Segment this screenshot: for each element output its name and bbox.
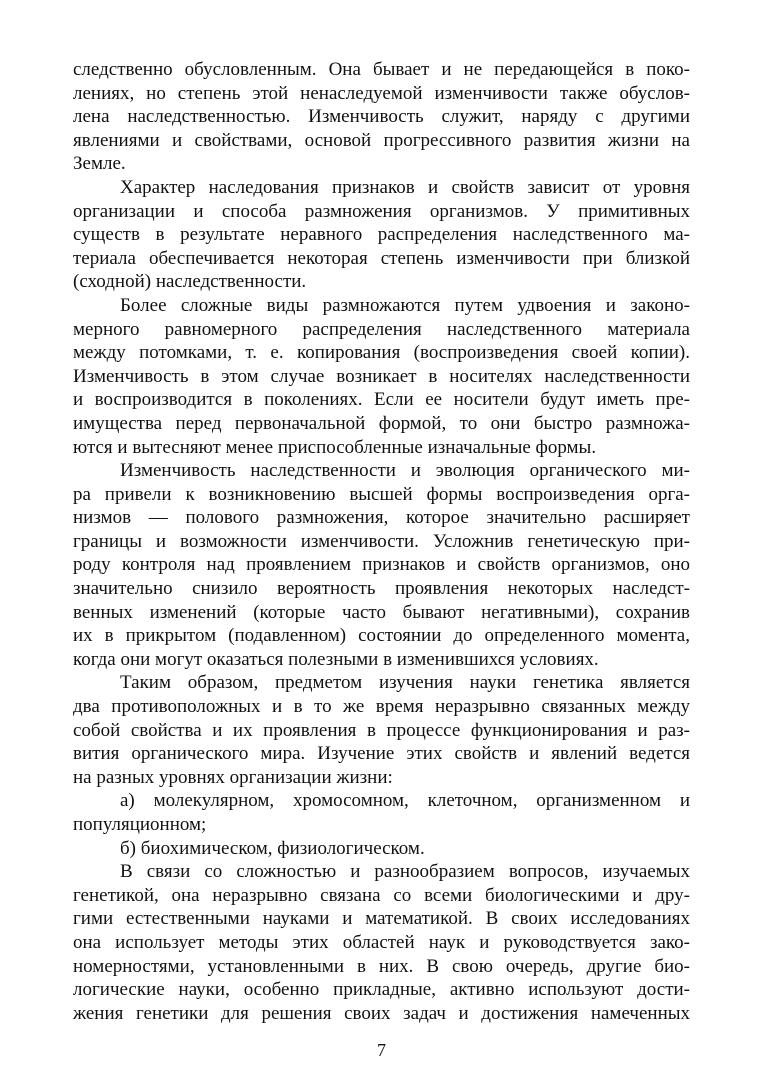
text-line: следственно обусловленным. Она бывает и не передающейся в поко- [73,59,690,80]
text-line: гими естественными науками и математикой. В своих исследованиях [73,908,690,930]
text-line: их в прикрытом (подавленном) состоянии до определенного момента, [73,625,690,647]
text-line: Изменчивость наследственности и эволюция органического ми- [120,460,690,482]
text-line: лена наследственностью. Изменчивость служит, наряду с другими [73,106,690,128]
text-line: номерностями, установленными в них. В свою очередь, другие био- [73,955,690,977]
text-line: значительно снизило вероятность проявления некоторых наследст- [73,578,690,600]
text-line: териала обеспечивается некоторая степень изменчивости при близкой [73,247,690,269]
text-line: когда они могут оказаться полезными в изменившихся условиях. [73,648,599,670]
text-line: б) биохимическом, физиологическом. [120,837,425,859]
page-number: 7 [377,1040,386,1060]
text-line: жения генетики для решения своих задач и достижения намеченных [73,1002,690,1024]
text-line: лениях, но степень этой ненаследуемой изменчивости также обуслов- [73,82,690,104]
text-line: Изменчивость в этом случае возникает в носителях наследственности [73,365,690,387]
text-line: и воспроизводится в поколениях. Если ее носители будут иметь пре- [73,389,690,411]
text-line: она использует методы этих областей наук и руководствуется зако- [73,931,690,953]
text-line: существ в результате неравного распределения наследственного ма- [73,224,690,246]
text-line: ра привели к возникновению высшей формы воспроизведения орга- [73,483,690,505]
text-line: мерного равномерного распределения наследственного материала [73,318,690,340]
text-line: два противоположных и в то же время неразрывно связанных между [73,696,690,718]
text-line: явлениями и свойствами, основой прогрессивного развития жизни на [73,129,690,151]
text-line: собой свойства и их проявления в процессе функционирования и раз- [73,719,690,741]
text-line: имущества перед первоначальной формой, то они быстро размножа- [73,412,690,434]
text-line: венных изменений (которые часто бывают негативными), сохранив [73,601,690,623]
text-line: Земле. [73,153,126,175]
text-line: логические науки, особенно прикладные, активно используют дости- [73,979,690,1001]
text-line: на разных уровнях организации жизни: [73,766,393,788]
text-line: а) молекулярном, хромосомном, клеточном, организменном и [120,790,690,812]
body-text [73,58,690,1025]
text-line: низмов — полового размножения, которое значительно расширяет [73,507,690,529]
text-line: границы и возможности изменчивости. Усложнив генетическую при- [73,530,690,552]
text-line: между потомками, т. е. копирования (воспроизведения своей копии). [73,342,690,364]
text-line: организации и способа размножения организмов. У примитивных [73,200,690,222]
text-line: Более сложные виды размножаются путем удвоения и законо- [120,294,690,316]
text-line: ются и вытесняют менее приспособленные изначальные формы. [73,436,597,458]
text-line: вития органического мира. Изучение этих свойств и явлений ведется [73,743,690,765]
text-line: популяционном; [73,814,207,835]
text-line: (сходной) наследственности. [73,271,307,293]
text-line: В связи со сложностью и разнообразием вопросов, изучаемых [120,861,690,883]
text-line: Таким образом, предметом изучения науки генетика является [120,672,690,694]
text-line: генетикой, она неразрывно связана со всеми биологическими и дру- [73,884,690,906]
text-line: роду контроля над проявлением признаков и свойств организмов, оно [73,554,690,576]
text-line: Характер наследования признаков и свойств зависит от уровня [120,176,690,198]
